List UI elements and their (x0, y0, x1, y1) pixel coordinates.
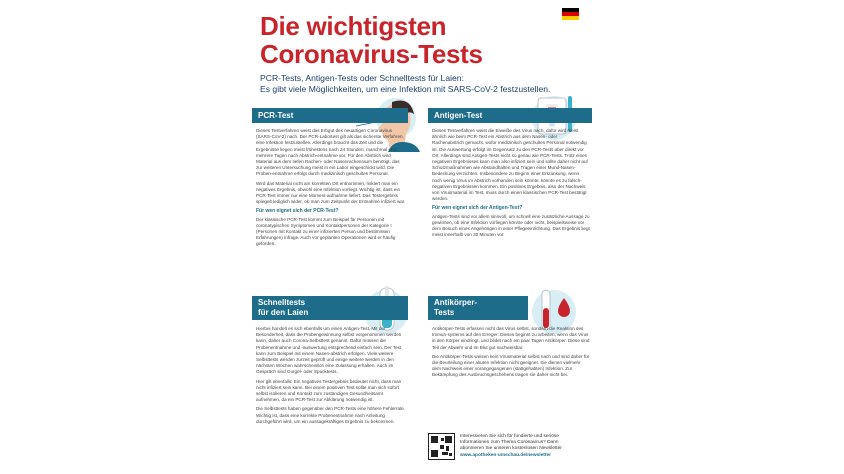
pcr-paragraph-3: Der klassische PCR-Test kommt zum Beispiel für Personen mit coronatypischen Symptomen und Kontaktpersonen der Kategorie I (Personen mit Kontakt zu einer infizierten Person und bestimmten Erfahrungen) infrage. Auch vor geplanten Operationen wird er häufig gefordert. (256, 216, 396, 247)
pcr-text (256, 128, 406, 288)
antigen-heading: Antigen-Test (428, 108, 592, 123)
antikoerper-paragraph-2: Die Antikörper-Tests weisen kein Virusmaterial selbst nach und sind daher für die Beurteilung einer akuten Infektion nicht geeignet. Sie dienen vielmehr dem Nachweis einer vorangegangenen (stattgehabten) Infektion. Zur Bekämpfung des Ausbruchsgeschehens tragen sie daher nicht bei. (432, 353, 590, 378)
schnelltest-paragraph-3: Die Selbsttests haben gegenüber den PCR-Tests eine höhere Fehlerrate. Wichtig ist, dass eine korrekte Probenentnahme nach Anleitung durchgeführt wird, um ein aussagekräftiges Ergebnis zu bekommen. (256, 406, 406, 424)
pcr-paragraph-2: Wird das Material nicht am korrekten Ort entnommen, riskiert man ein negatives Ergebnis, obwohl eine Infektion vorliegt. Wichtig ist, dass ein PCR-Test immer nur eine Moment-aufnahme liefert. Das Testergebnis spiegelt lediglich wider, ob man zum Zeitpunkt der Entnahme infiziert war. (256, 180, 406, 205)
german-flag-icon (562, 8, 579, 20)
newsletter-link[interactable]: www.apotheken-umschau.de/newsletter (460, 452, 551, 458)
pcr-heading: PCR-Test (252, 108, 408, 123)
antigen-question: Für wen eignet sich der Antigen-Test? (432, 205, 523, 212)
antigen-paragraph-2: Antigen-Tests sind vor allem sinnvoll, um schnell eine zusätzliche Aussage zu gewinnen, ob eine Infektion vorliegen könnte oder nicht, beispielsweise vor dem Besuch eines Angehörigen in einer Pflegeeinrichtung. Das Ergebnis liegt meist innerhalb von 30 Minuten vor. (432, 213, 590, 238)
newsletter-footer: Interessieren Sie sich für fundierte und seriöse Informationen zum Thema Coronavirus? Dann abonnieren Sie unseren kostenlosen Newsletter www.apotheken-umschau.de/newsletter (460, 434, 594, 459)
antigen-text (432, 128, 590, 286)
page-subtitle: PCR-Tests, Antigen-Tests oder Schnelltests für Laien: Es gibt viele Möglichkeiten, um eine Infektion mit SARS-CoV-2 festzustellen. (260, 73, 551, 94)
antikoerper-paragraph-1: Antikörper-Tests erfassen nicht das Virus selbst, sondern die Reaktion des Immun-systems auf den Erreger: Dieses beginnt zu arbeiten, wenn das Virus in den Körper eindringt, und bildet nach ein paar Tagen Antikörper. Diese sind Teil der Abwehr und im Blut gut nachweisbar. (432, 326, 590, 350)
antikoerper-heading: Antikörper- Tests (428, 296, 528, 320)
schnelltest-paragraph-1: Hierbei handelt es sich ebenfalls um einen Antigen-Test. Mit der Besonderheit, dass die Probengewinnung selbst vorgenommen werden kann, daher auch Corona-Selbsttest genannt. Dafür müssen die Probenentnahme und -auswertung entsprechend einfach sein. Der Test kann zum Beispiel mit einem Nasen-abstrich erfolgen. Viele weitere Selbsttests werden zurzeit geprüft und einige weitere werden in den nächsten Wochen wahrscheinlich eine Zulassung erhalten. Auch im Gespräch sind Gurgel- oder Spucktests. (256, 326, 402, 375)
schnelltest-text (256, 326, 406, 466)
antigen-paragraph-1: Dieses Testverfahren weist die Eiweiße des Virus nach, dafür wird meist ähnlich wie beim PCR-Test ein Abstrich aus dem Nasen- oder Rachenabstrich gemacht, wofür medizinisch geschultes Personal notwendig ist. Die Auswertung erfolgt im Gegensatz zu den PCR-Tests aber direkt vor Ort. Allerdings sind Antigen-Tests nicht so genau wie PCR-Tests. Trotz eines negativen Ergebnisses kann man also infiziert sein und sollte daher nicht auf Schutzmaßnahmen wie Abstandhalten und Tragen einer Mund-Nasen-Bedeckung verzichten. Insbesondere zu Beginn einer Erkrankung, wenn noch wenig Virus im Abstrich vorhanden sein könnte, könnte es zu falsch-negativen Ergebnissen kommen. Ein positives Ergebnis, also der Nachweis von Virusmaterial im Test, muss durch einen klassischen PCR-Test bestätigt werden. (432, 128, 588, 202)
pcr-paragraph-1: Dieses Testverfahren weist das Erbgut des neuartigen Coronavirus (SARS-CoV-2) nach. Der PCR-Labortest gilt als das sicherste Verfahren, eine Infektion festzustellen. Allerdings braucht das Zeit und die Ergebnisse liegen meist frühestens nach 24 Stunden, manchmal erst mehrere Tagen nach Abstrich-entnahme vor. Für den Abstrich wird Material aus dem tiefen Rachen- oder Nasenrachenraum benötigt, das zur weiteren Untersuchung meist in ein Labor eingeschickt wird. Die Proben-entnahme erfolgt durch medizinisch geschultes Personal. (256, 128, 404, 177)
pcr-question: Für wen eignet sich der PCR-Test? (256, 208, 339, 215)
page-title: Die wichtigsten Coronavirus-Tests (260, 11, 483, 69)
antikoerper-text (432, 326, 590, 426)
newsletter-qr-code[interactable] (428, 433, 455, 460)
schnelltest-paragraph-2: Hier gilt ebenfalls: Ein negatives Testergebnis bedeutet nicht, dass man nicht infiziert sein kann. Bei einem positiven Test sollte man sich sofort selbst isolieren und Kontakt zum zuständigen Gesundheitsamt aufnehmen, da ein PCR-Test zur Abklärung notwendig ist. (256, 378, 402, 403)
schnelltest-heading: Schnelltests für den Laien (252, 296, 408, 320)
